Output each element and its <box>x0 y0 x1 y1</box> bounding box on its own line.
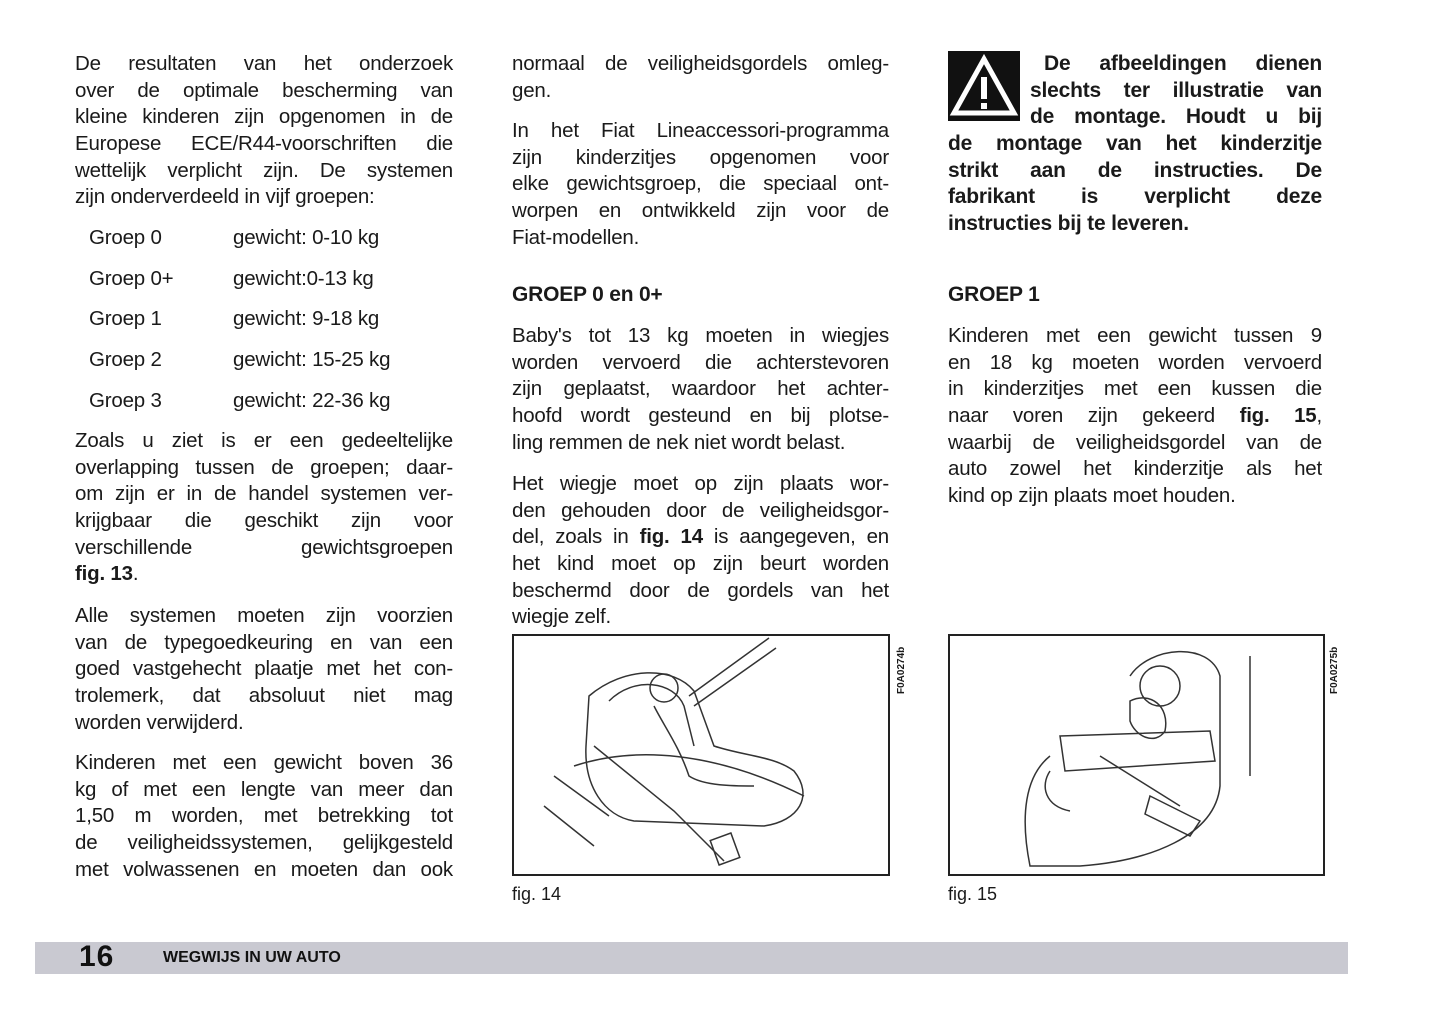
text-line: Kinderen met een gewicht tussen 9 <box>948 324 1322 347</box>
warning-line: fabrikant is verplicht deze <box>948 185 1322 209</box>
text-line: In het Fiat Lineaccessori-programma <box>512 119 889 142</box>
warning-text <box>948 51 1322 238</box>
group-weight: gewicht:0-13 kg <box>233 266 374 290</box>
text-line: worden vervoerd die achterstevoren <box>512 350 889 374</box>
text-segment: del, zoals in <box>512 525 640 549</box>
warning-line: slechts ter illustratie van <box>1030 78 1322 102</box>
text-line: De resultaten van het onderzoek <box>75 52 453 75</box>
text-segment: . <box>132 562 139 586</box>
warning-line: de montage van het kinderzitje <box>948 132 1322 156</box>
text-line: en 18 kg moeten worden vervoerd <box>948 350 1322 374</box>
text-line: krijgbaar die geschikt zijn voor <box>75 509 453 533</box>
section-title: WEGWIJS IN UW AUTO <box>163 949 341 966</box>
figure-14-illustration <box>512 634 890 876</box>
paragraph <box>75 51 453 211</box>
text-line: de veiligheidssystemen, gelijkgesteld <box>75 831 453 855</box>
section-heading: GROEP 1 <box>948 283 1040 306</box>
text-line: zijn kinderzitjes opgenomen voor <box>512 145 889 169</box>
group-name: Groep 0 <box>89 226 162 249</box>
text-line: overlapping tussen de groepen; daar- <box>75 455 453 479</box>
text-line: wettelijk verplicht zijn. De systemen <box>75 158 453 182</box>
text-line: trolemerk, dat absoluut niet mag <box>75 684 453 708</box>
paragraph <box>75 603 453 736</box>
paragraph <box>75 750 453 883</box>
group-name: Groep 0+ <box>89 266 174 290</box>
text-line: gen. <box>512 78 552 102</box>
text-line: over de optimale bescherming van <box>75 78 453 102</box>
text-line: worpen en ontwikkeld zijn voor de <box>512 199 889 223</box>
child-seat-illustration <box>950 636 1323 874</box>
paragraph <box>512 118 889 251</box>
paragraph <box>948 323 1322 510</box>
text-line: Baby's tot 13 kg moeten in wiegjes <box>512 324 889 347</box>
text-line: zijn geplaatst, waardoor het achter- <box>512 377 889 401</box>
text-line: waarbij de veiligheidsgordel van de <box>948 430 1322 454</box>
text-line: van de typegoedkeuring en van een <box>75 630 453 654</box>
text-line: Alle systemen moeten zijn voorzien <box>75 604 453 627</box>
text-line: Het wiegje moet op zijn plaats wor- <box>512 472 889 495</box>
figure-caption: fig. 14 <box>512 884 562 904</box>
text-line: beschermd door de gordels van het <box>512 578 889 602</box>
text-line: kg of met een lengte van meer dan <box>75 777 453 801</box>
text-line: Kinderen met een gewicht boven 36 <box>75 751 453 774</box>
paragraph <box>75 428 453 588</box>
group-name: Groep 2 <box>89 348 162 372</box>
text-segment: naar voren zijn gekeerd <box>948 404 1240 428</box>
text-line: worden verwijderd. <box>75 710 244 734</box>
group-weight: gewicht: 0-10 kg <box>233 226 380 249</box>
text-line: kind op zijn plaats moet houden. <box>948 484 1236 508</box>
text-line: ling remmen de nek niet wordt belast. <box>512 430 846 454</box>
text-segment: is aangegeven, en <box>702 525 890 549</box>
paragraph <box>512 323 889 456</box>
figure-caption: fig. 15 <box>948 884 998 904</box>
group-weight: gewicht: 22-36 kg <box>233 388 391 412</box>
figure-reference: fig. 13 <box>75 562 133 586</box>
figure-reference: fig. 15 <box>1239 404 1317 428</box>
figure-15-illustration <box>948 634 1325 876</box>
group-weight: gewicht: 9-18 kg <box>233 307 380 331</box>
group-weight: gewicht: 15-25 kg <box>233 348 391 372</box>
paragraph <box>512 51 889 104</box>
text-segment: , <box>1316 404 1323 428</box>
text-line: om zijn er in de handel systemen ver- <box>75 482 453 506</box>
warning-line: de montage. Houdt u bij <box>1030 105 1322 129</box>
text-line: normaal de veiligheidsgordels omleg- <box>512 52 889 75</box>
page-number: 16 <box>79 940 115 973</box>
text-line: met volwassenen en moeten dan ook <box>75 857 453 881</box>
text-line: goed vastgehecht plaatje met het con- <box>75 657 453 681</box>
text-line: zijn onderverdeeld in vijf groepen: <box>75 185 375 209</box>
text-line: Fiat-modellen. <box>512 225 640 249</box>
text-line: Zoals u ziet is er een gedeeltelijke <box>75 429 453 452</box>
text-line <box>948 403 1322 430</box>
text-line <box>75 561 453 588</box>
warning-line: instructies bij te leveren. <box>948 212 1189 236</box>
text-line: auto zowel het kinderzitje als het <box>948 457 1322 481</box>
figure-reference: fig. 14 <box>639 525 703 549</box>
section-heading: GROEP 0 en 0+ <box>512 283 663 306</box>
paragraph <box>512 471 889 631</box>
text-line: wiegje zelf. <box>512 605 612 629</box>
text-line: verschillende gewichtsgroepen <box>75 535 453 559</box>
group-name: Groep 1 <box>89 307 162 331</box>
text-line: kleine kinderen zijn opgenomen in de <box>75 105 453 129</box>
text-line <box>512 524 889 551</box>
figure-code: F0A0275b <box>1329 646 1340 694</box>
figure-code: F0A0274b <box>896 646 907 694</box>
warning-line: strikt aan de instructies. De <box>948 158 1322 182</box>
text-line: in kinderzitjes met een kussen die <box>948 377 1322 401</box>
text-line: 1,50 m worden, met betrekking tot <box>75 804 453 828</box>
infant-carrier-illustration <box>514 636 888 874</box>
text-line: Europese ECE/R44-voorschriften die <box>75 132 453 156</box>
text-line: het kind moet op zijn beurt worden <box>512 552 889 576</box>
text-line: den gehouden door de veiligheidsgor- <box>512 498 889 522</box>
warning-line: De afbeeldingen dienen <box>1044 52 1322 75</box>
group-name: Groep 3 <box>89 388 162 412</box>
text-line: elke gewichtsgroep, die speciaal ont- <box>512 172 889 196</box>
text-line: hoofd wordt gesteund en bij plotse- <box>512 404 889 428</box>
page-footer <box>35 942 1348 974</box>
